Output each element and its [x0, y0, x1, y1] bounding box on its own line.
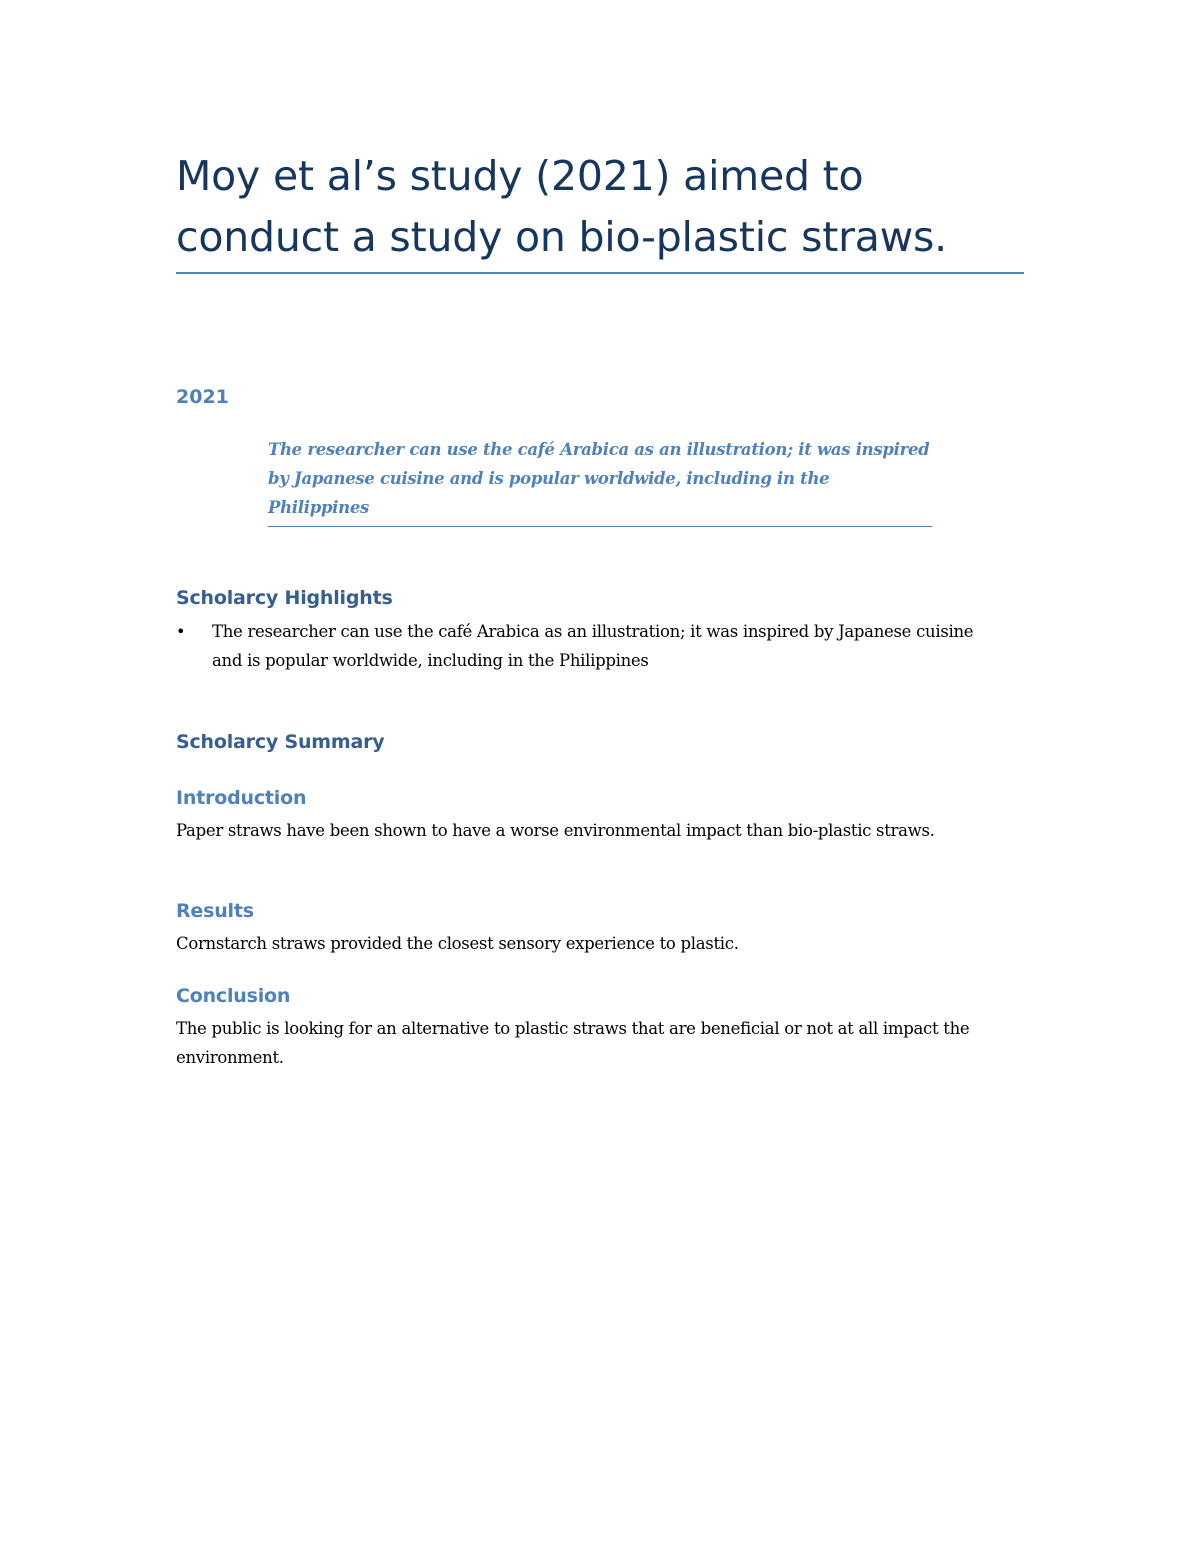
bullet-icon: •	[176, 622, 186, 641]
document-title: Moy et al’s study (2021) aimed to conduct a study on bio-plastic straws.	[176, 152, 948, 261]
introduction-heading: Introduction	[176, 787, 307, 809]
results-heading: Results	[176, 900, 254, 922]
highlights-list	[176, 617, 1006, 675]
conclusion-text: The public is looking for an alternative to plastic straws that are beneficial or not at all impact the environment.	[176, 1019, 970, 1067]
list-item	[176, 617, 1006, 675]
highlights-heading: Scholarcy Highlights	[176, 587, 393, 609]
results-text: Cornstarch straws provided the closest sensory experience to plastic.	[176, 934, 739, 953]
year-heading: 2021	[176, 386, 229, 408]
intense-quote: The researcher can use the café Arabica as an illustration; it was inspired by Japanese cuisine and is popular worldwide, including in the Philippines	[268, 440, 930, 517]
introduction-text: Paper straws have been shown to have a worse environmental impact than bio-plastic straws.	[176, 821, 935, 840]
summary-heading: Scholarcy Summary	[176, 731, 385, 753]
highlight-text: The researcher can use the café Arabica as an illustration; it was inspired by Japanese cuisine and is popular worldwide, including in the Philippines	[212, 622, 974, 670]
conclusion-heading: Conclusion	[176, 985, 291, 1007]
title-underline	[176, 272, 1024, 274]
quote-underline	[268, 526, 932, 527]
